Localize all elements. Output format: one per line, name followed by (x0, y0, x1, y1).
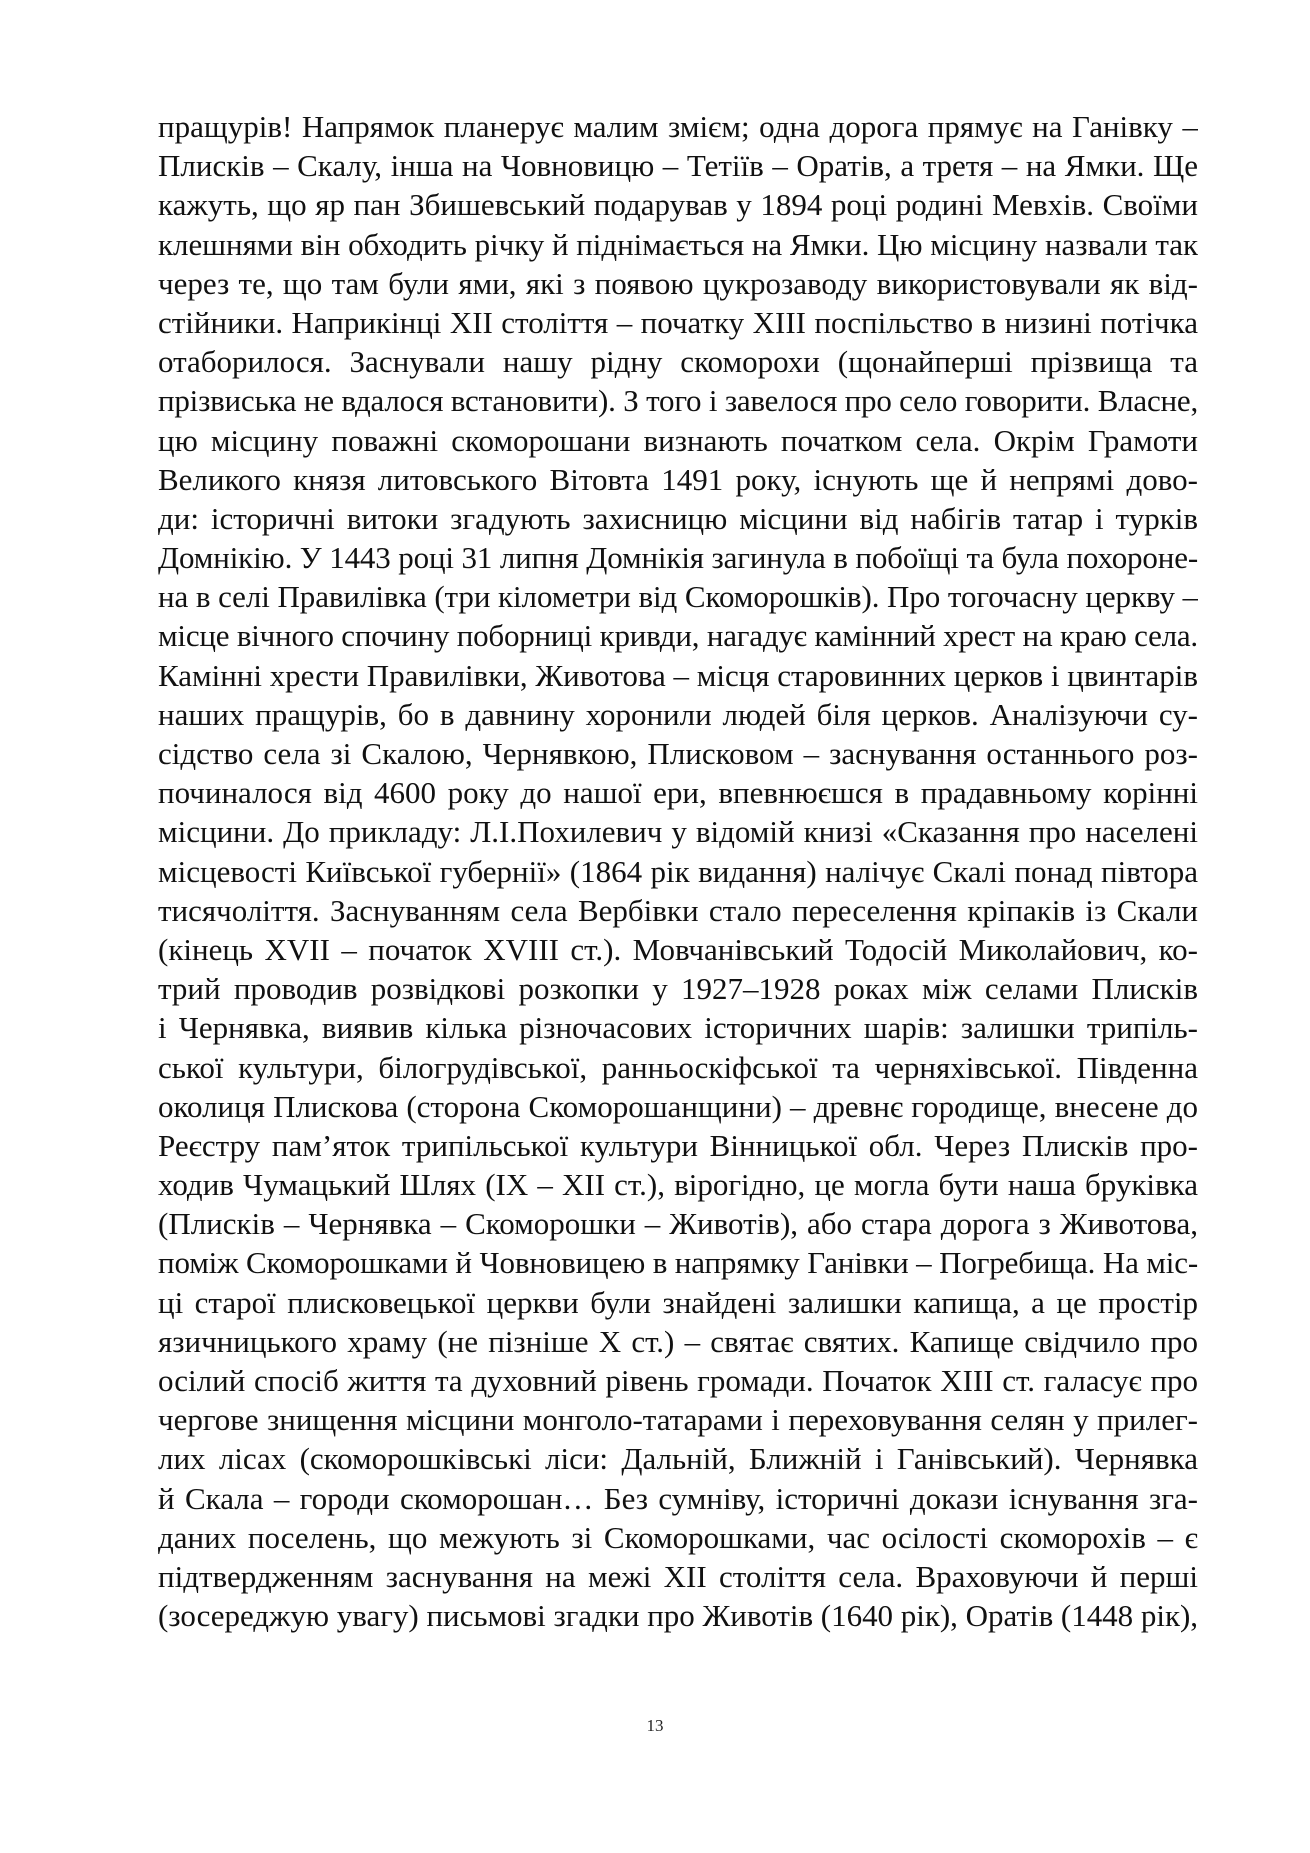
text-line: місцевості Київської губернії» (1864 рік видання) налічує Скалі понад півтора (158, 853, 1198, 889)
text-line: Реєстру пам’яток трипільської культури Вінницької обл. Через Плисків про- (158, 1127, 1198, 1163)
text-line: наших пращурів, бо в давнину хоронили людей біля церков. Аналізуючи су- (158, 696, 1198, 732)
text-line: сідство села зі Скалою, Чернявкою, Плисковом – заснування останнього роз- (158, 736, 1198, 771)
text-line: даних поселень, що межують зі Скоморошками, час осілості скоморохів – є (158, 1519, 1198, 1555)
text-line: поміж Скоморошками й Човновицею в напрямку Ганівки – Погребища. На міс- (158, 1245, 1198, 1281)
text-line: трий проводив розвідкові розкопки у 1927–1928 роках між селами Плисків (158, 971, 1198, 1007)
text-line: околиця Плискова (сторона Скоморошанщини) – древнє городище, внесене до (158, 1088, 1198, 1124)
text-line: прізвиська не вдалося встановити). З того і завелося про село говорити. Власне, (158, 383, 1198, 419)
text-line: стійники. Наприкінці XII століття – початку XIII поспільство в низині потічка (158, 304, 1198, 340)
text-line: язичницького храму (не пізніше X ст.) – святає святих. Капище свідчило про (158, 1323, 1198, 1359)
text-line: місцини. До прикладу: Л.І.Похилевич у відомій книзі «Сказання про населені (158, 814, 1198, 850)
text-line: через те, що там були ями, які з появою цукрозаводу використовували як від- (158, 265, 1198, 301)
text-line: (Плисків – Чернявка – Скоморошки – Животів), або стара дорога з Животова, (158, 1206, 1198, 1242)
text-line: осілий спосіб життя та духовний рівень громади. Початок XIII ст. галасує про (158, 1363, 1198, 1398)
text-line: Великого князя литовського Вітовта 1491 року, існують ще й непрямі дово- (158, 461, 1198, 497)
text-line: і Чернявка, виявив кілька різночасових історичних шарів: залишки трипіль- (158, 1010, 1198, 1046)
text-line: ди: історичні витоки згадують захисницю місцини від набігів татар і турків (158, 500, 1198, 536)
text-line: Домнікію. У 1443 році 31 липня Домнікія загинула в побоїщі та була похороне- (158, 540, 1198, 576)
text-line: ської культури, білогрудівської, ранньоскіфської та черняхівської. Південна (158, 1049, 1198, 1085)
text-line: чергове знищення місцини монголо-татарами і переховування селян у прилег- (158, 1402, 1198, 1438)
page-number: 13 (646, 1716, 664, 1735)
text-line: й Скала – городи скоморошан… Без сумніву, історичні докази існування зга- (158, 1480, 1198, 1516)
text-line: місце вічного спочину поборниці кривди, нагадує камінний хрест на краю села. (158, 618, 1198, 654)
text-line: (зосереджую увагу) письмові згадки про Животів (1640 рік), Оратів (1448 рік), (158, 1598, 1198, 1634)
text-line: на в селі Правилівка (три кілометри від Скоморошків). Про тогочасну церкву – (158, 579, 1198, 615)
text-line: клешнями він обходить річку й піднімається на Ямки. Цю місцину назвали так (158, 226, 1198, 262)
text-line: (кінець XVII – початок XVIII ст.). Мовчанівський Тодосій Миколайович, ко- (158, 931, 1198, 967)
text-line: пращурів! Напрямок планерує малим змієм; одна дорога прямує на Ганівку – (158, 109, 1198, 144)
body-text (158, 107, 1198, 1635)
text-line: ходив Чумацький Шлях (IX – XII ст.), вірогідно, це могла бути наша бруківка (158, 1167, 1198, 1203)
text-line: цю місцину поважні скоморошани визнають початком села. Окрім Грамоти (158, 422, 1198, 458)
text-line: ці старої плисковецької церкви були знайдені залишки капища, а це простір (158, 1284, 1198, 1320)
text-line: підтвердженням заснування на межі XII століття села. Враховуючи й перші (158, 1558, 1198, 1594)
text-line: отаборилося. Заснували нашу рідну скоморохи (щонайперші прізвища та (158, 344, 1198, 380)
text-line: Камінні хрести Правилівки, Животова – місця старовинних церков і цвинтарів (158, 657, 1198, 693)
text-line: починалося від 4600 року до нашої ери, впевнюєшся в прадавньому корінні (158, 775, 1198, 811)
text-line: кажуть, що яр пан Збишевський подарував у 1894 році родині Мевхів. Своїми (158, 187, 1198, 223)
text-line: Плисків – Скалу, інша на Човновицю – Тетіїв – Оратів, а третя – на Ямки. Ще (158, 148, 1198, 184)
text-line: лих лісах (скоморошківські ліси: Дальній, Ближній і Ганівський). Чернявка (158, 1441, 1198, 1477)
text-line: тисячоліття. Заснуванням села Вербівки стало переселення кріпаків із Скали (158, 892, 1198, 928)
